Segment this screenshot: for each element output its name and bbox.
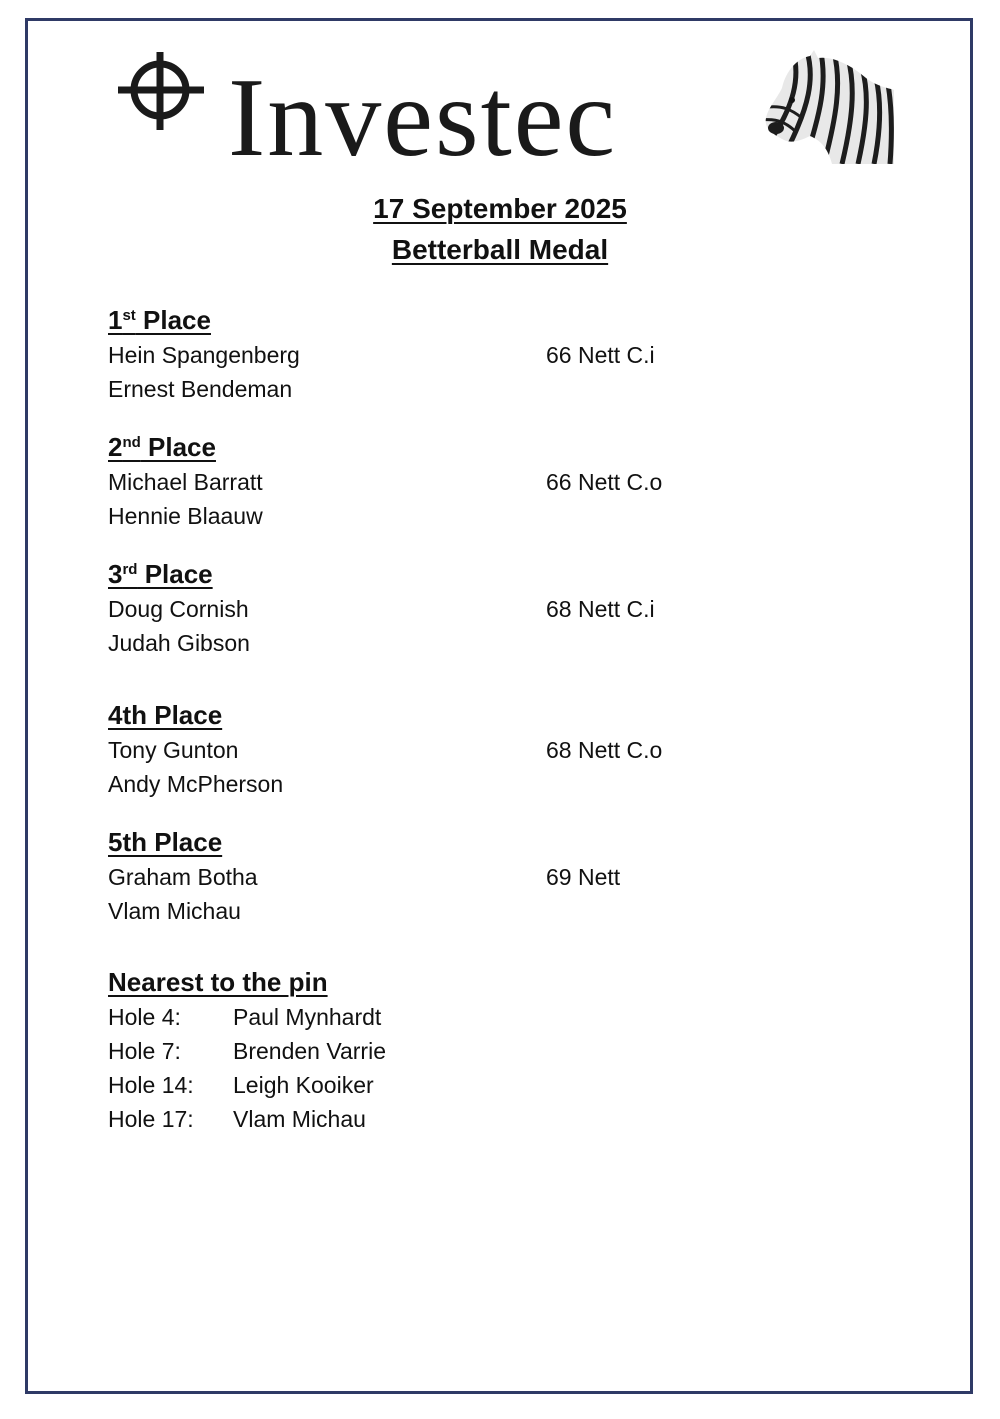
- place-section-3: [108, 558, 808, 660]
- hole-label: Hole 7:: [108, 1038, 181, 1064]
- hole-label: Hole 17:: [108, 1106, 194, 1132]
- score: 66 Nett C.o: [546, 469, 663, 495]
- player-name: Doug Cornish: [108, 596, 249, 622]
- place-heading: 2nd Place: [108, 432, 216, 462]
- player-row: [108, 894, 808, 928]
- player-name: Michael Barratt: [108, 469, 263, 495]
- hole-label: Hole 14:: [108, 1072, 194, 1098]
- pin-row: [108, 1102, 808, 1136]
- player-row: [108, 499, 808, 533]
- place-heading: 5th Place: [108, 827, 223, 857]
- pin-winner: Paul Mynhardt: [233, 1004, 382, 1030]
- score: 69 Nett: [546, 864, 621, 890]
- score: 66 Nett C.i: [546, 342, 655, 368]
- player-row: [108, 767, 808, 801]
- player-name: Hein Spangenberg: [108, 342, 300, 368]
- player-name: Tony Gunton: [108, 737, 239, 763]
- player-row: [108, 338, 808, 372]
- player-row: [108, 626, 808, 660]
- event-title: Betterball Medal: [391, 234, 609, 265]
- place-section-1: [108, 304, 808, 406]
- place-heading: 1st Place: [108, 305, 211, 335]
- player-row: [108, 860, 808, 894]
- player-name: Andy McPherson: [108, 771, 284, 797]
- place-section-5: [108, 826, 808, 928]
- investec-wordmark: Investec: [228, 56, 618, 180]
- place-heading: 3rd Place: [108, 559, 213, 589]
- player-name: Graham Botha: [108, 864, 258, 890]
- player-row: [108, 465, 808, 499]
- player-row: [108, 592, 808, 626]
- event-date: 17 September 2025: [373, 193, 627, 224]
- hole-label: Hole 4:: [108, 1004, 181, 1030]
- player-name: Judah Gibson: [108, 630, 250, 656]
- nearest-pin-section: [108, 966, 808, 1136]
- pin-row: [108, 1000, 808, 1034]
- player-name: Vlam Michau: [108, 898, 241, 924]
- place-section-2: [108, 431, 808, 533]
- score: 68 Nett C.i: [546, 596, 655, 622]
- place-heading: 4th Place: [108, 700, 223, 730]
- player-name: Ernest Bendeman: [108, 376, 293, 402]
- pin-winner: Vlam Michau: [233, 1106, 366, 1132]
- place-section-4: [108, 699, 808, 801]
- nearest-pin-heading: Nearest to the pin: [108, 967, 328, 997]
- zebra-icon: [762, 48, 894, 164]
- pin-row: [108, 1068, 808, 1102]
- pin-winner: Leigh Kooiker: [233, 1072, 374, 1098]
- player-row: [108, 372, 808, 406]
- player-name: Hennie Blaauw: [108, 503, 263, 529]
- score: 68 Nett C.o: [546, 737, 663, 763]
- investec-crosshair-logo-icon: [118, 52, 206, 132]
- pin-winner: Brenden Varrie: [233, 1038, 386, 1064]
- player-row: [108, 733, 808, 767]
- pin-row: [108, 1034, 808, 1068]
